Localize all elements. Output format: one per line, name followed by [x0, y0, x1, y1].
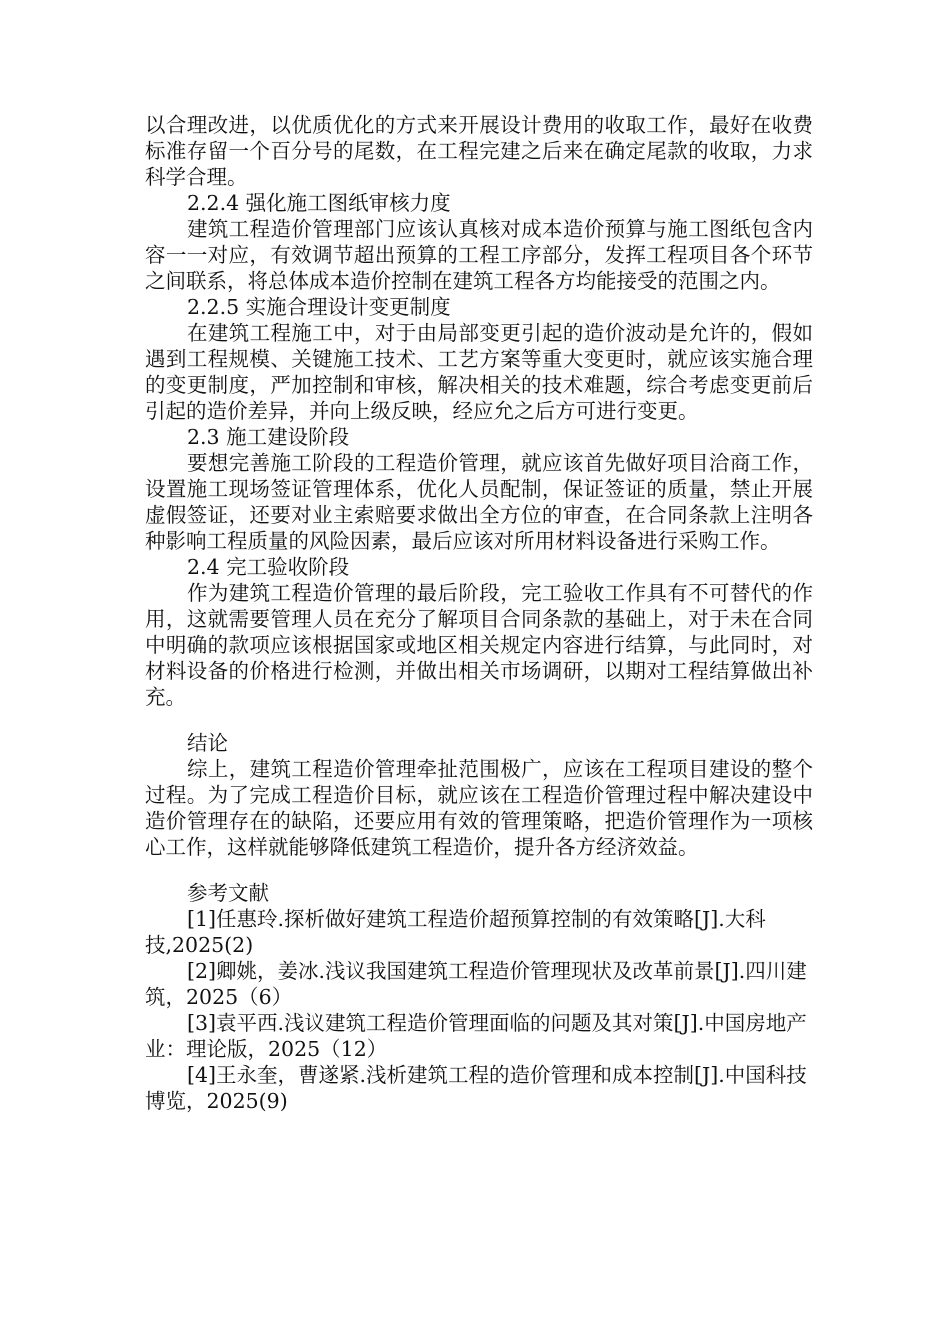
reference-item: [4]王永奎，曹遂紧.浅析建筑工程的造价管理和成本控制[J].中国科技博览，2025(9): [145, 1063, 807, 1113]
spacer: [145, 860, 813, 880]
reference-item: [3]袁平西.浅议建筑工程造价管理面临的问题及其对策[J].中国房地产业：理论版，2025（12）: [145, 1011, 807, 1061]
paragraph-design-change: 在建筑工程施工中，对于由局部变更引起的造价波动是允许的，假如遇到工程规模、关键施工技术、工艺方案等重大变更时，就应该实施合理的变更制度，严加控制和审核，解决相关的技术难题，综合考虑变更前后引起的造价差异，并向上级反映，经应允之后方可进行变更。: [145, 321, 813, 423]
heading-2-2-5: 2.2.5 实施合理设计变更制度: [187, 295, 451, 319]
paragraph-design-fee: 以合理改进，以优质优化的方式来开展设计费用的收取工作，最好在收费标准存留一个百分号的尾数，在工程完建之后来在确定尾款的收取，力求科学合理。: [145, 113, 813, 189]
heading-2-2-4: 2.2.4 强化施工图纸审核力度: [187, 191, 451, 215]
reference-item: [2]卿姚，姜冰.浅议我国建筑工程造价管理现状及改革前景[J].四川建筑，2025（6）: [145, 959, 807, 1009]
spacer: [145, 710, 813, 730]
reference-item: [1]任惠玲.探析做好建筑工程造价超预算控制的有效策略[J].大科技,2025(2): [145, 907, 766, 957]
heading-references: 参考文献: [187, 881, 269, 905]
document-page: [145, 112, 813, 1114]
heading-2-4: 2.4 完工验收阶段: [187, 555, 350, 579]
paragraph-conclusion: 综上，建筑工程造价管理牵扯范围极广，应该在工程项目建设的整个过程。为了完成工程造价目标，就应该在工程造价管理过程中解决建设中造价管理存在的缺陷，还要应用有效的管理策略，把造价管理作为一项核心工作，这样就能够降低建筑工程造价，提升各方经济效益。: [145, 757, 813, 859]
paragraph-acceptance-stage: 作为建筑工程造价管理的最后阶段，完工验收工作具有不可替代的作用，这就需要管理人员在充分了解项目合同条款的基础上，对于未在合同中明确的款项应该根据国家或地区相关规定内容进行结算，与此同时，对材料设备的价格进行检测，并做出相关市场调研，以期对工程结算做出补充。: [145, 581, 813, 709]
heading-2-3: 2.3 施工建设阶段: [187, 425, 350, 449]
paragraph-construction-stage: 要想完善施工阶段的工程造价管理，就应该首先做好项目洽商工作，设置施工现场签证管理体系，优化人员配制，保证签证的质量，禁止开展虚假签证，还要对业主索赔要求做出全方位的审查，在合同条款上注明各种影响工程质量的风险因素，最后应该对所用材料设备进行采购工作。: [145, 451, 813, 553]
paragraph-drawing-review: 建筑工程造价管理部门应该认真核对成本造价预算与施工图纸包含内容一一对应，有效调节超出预算的工程工序部分，发挥工程项目各个环节之间联系，将总体成本造价控制在建筑工程各方均能接受的范围之内。: [145, 217, 813, 293]
heading-conclusion: 结论: [187, 731, 228, 755]
